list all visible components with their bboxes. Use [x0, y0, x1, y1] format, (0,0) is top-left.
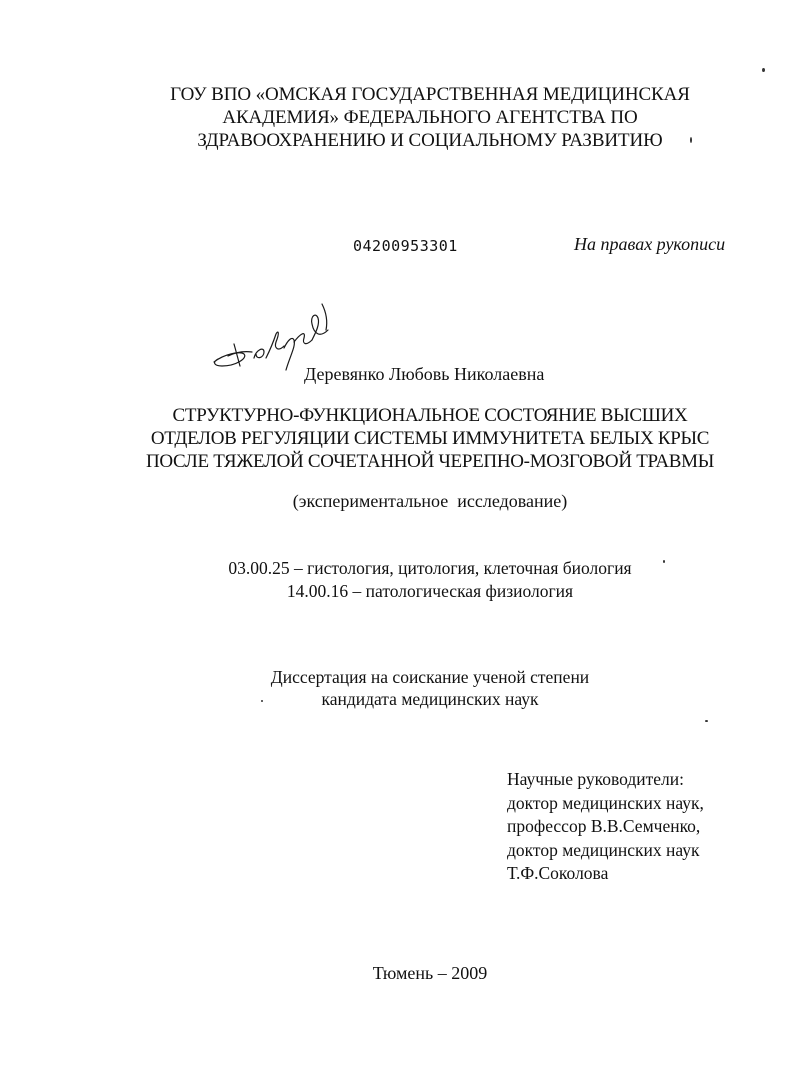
- advisor-2-name: Т.Ф.Соколова: [507, 863, 609, 883]
- manuscript-rights-label: На правах рукописи: [574, 234, 726, 254]
- specialty-line-1: 03.00.25 – гистология, цитология, клеточная биология: [228, 558, 632, 578]
- advisor-1-name: профессор В.В.Семченко,: [507, 816, 701, 836]
- scan-speck: [705, 720, 708, 722]
- thesis-title-line-1: СТРУКТУРНО-ФУНКЦИОНАЛЬНОЕ СОСТОЯНИЕ ВЫСШИХ: [172, 405, 688, 426]
- degree-line-2: кандидата медицинских наук: [321, 689, 539, 709]
- specialty-codes: [100, 557, 760, 603]
- scientific-advisors: [507, 768, 704, 886]
- thesis-title: [100, 404, 760, 473]
- scan-speck: [261, 700, 263, 702]
- organization-line-2: АКАДЕМИЯ» ФЕДЕРАЛЬНОГО АГЕНТСТВА ПО: [222, 107, 638, 128]
- thesis-title-line-2: ОТДЕЛОВ РЕГУЛЯЦИИ СИСТЕМЫ ИММУНИТЕТА БЕЛЫХ КРЫС: [150, 428, 710, 449]
- registration-code: 04200953301: [353, 237, 458, 255]
- degree-statement: [100, 666, 760, 710]
- scan-speck: [690, 137, 692, 143]
- scan-speck: [663, 560, 665, 563]
- author-name: Деревянко Любовь Николаевна: [304, 364, 545, 384]
- advisor-1-degree: доктор медицинских наук,: [507, 792, 704, 813]
- place-and-year: Тюмень – 2009: [372, 963, 488, 983]
- degree-line-1: Диссертация на соискание ученой степени: [270, 667, 590, 687]
- advisors-heading: Научные руководители:: [507, 769, 684, 789]
- thesis-title-line-3: ПОСЛЕ ТЯЖЕЛОЙ СОЧЕТАННОЙ ЧЕРЕПНО-МОЗГОВОЙ ТРАВМЫ: [145, 451, 715, 472]
- thesis-subtitle: (экспериментальное исследование): [292, 491, 568, 511]
- organization-line-1: ГОУ ВПО «ОМСКАЯ ГОСУДАРСТВЕННАЯ МЕДИЦИНСКАЯ: [170, 84, 690, 105]
- advisor-2-degree: доктор медицинских наук: [507, 839, 700, 860]
- specialty-line-2: 14.00.16 – патологическая физиология: [286, 581, 574, 601]
- organization-line-3: ЗДРАВООХРАНЕНИЮ И СОЦИАЛЬНОМУ РАЗВИТИЮ: [197, 130, 663, 151]
- scan-speck: [762, 68, 765, 72]
- organization-heading: [100, 83, 760, 152]
